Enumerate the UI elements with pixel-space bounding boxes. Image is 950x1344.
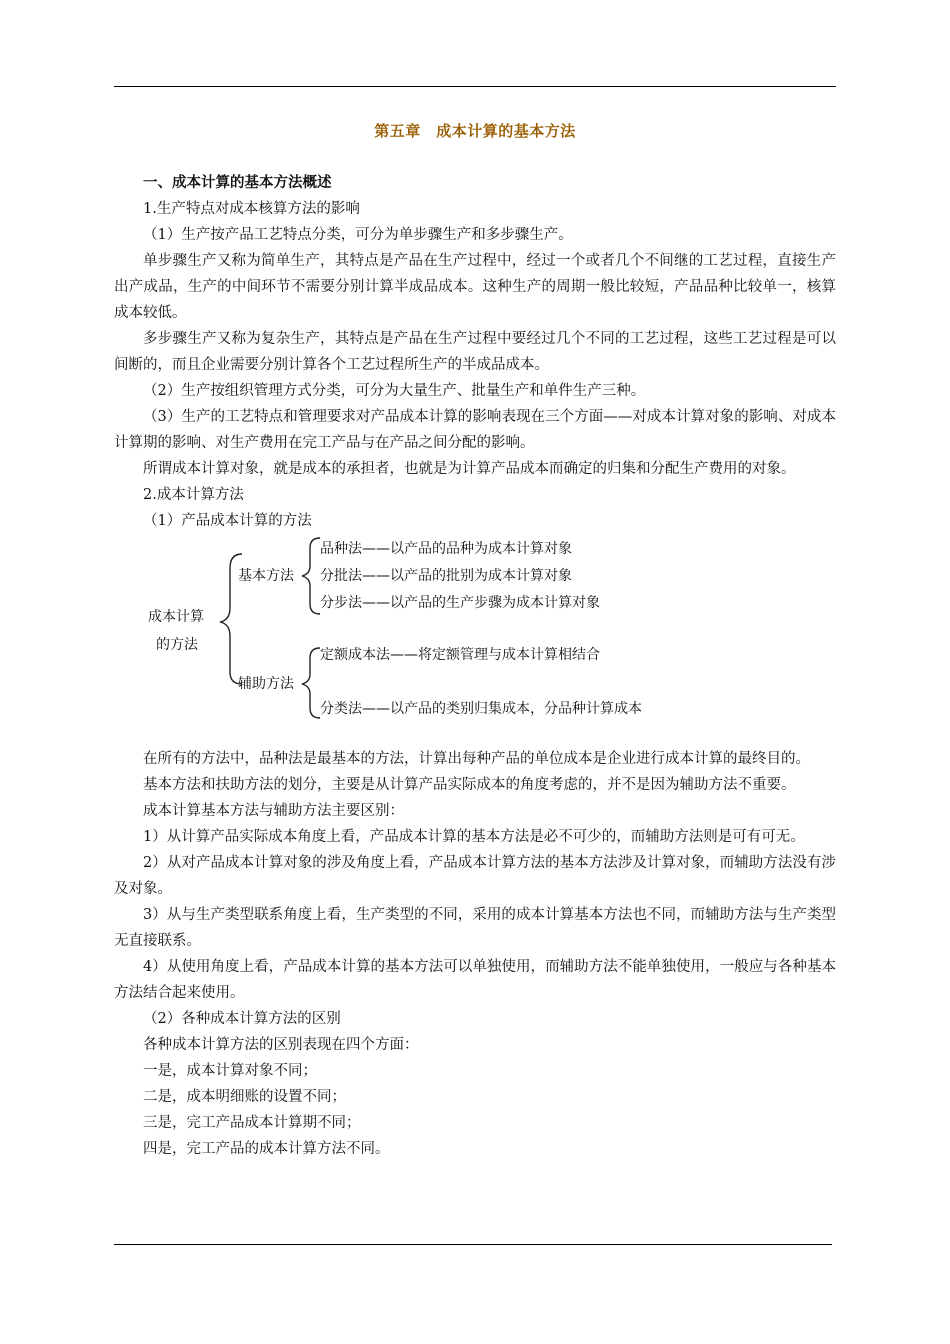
auxiliary-methods-label: 辅助方法: [238, 676, 294, 692]
basic-item-variety: 品种法——以产品的品种为成本计算对象: [320, 541, 572, 557]
basic-item-batch: 分批法——以产品的批别为成本计算对象: [320, 568, 572, 584]
aux-brace: [302, 648, 320, 718]
basic-brace: [302, 538, 320, 614]
paragraph: （1）生产按产品工艺特点分类，可分为单步骤生产和多步骤生产。: [143, 227, 573, 243]
section-heading: 一、成本计算的基本方法概述: [143, 174, 332, 191]
root-label-line2: 的方法: [156, 637, 198, 653]
paragraph: （2）各种成本计算方法的区别: [143, 1011, 341, 1027]
list-item: 二是，成本明细账的设置不同；: [143, 1089, 346, 1105]
paragraph: 单步骤生产又称为简单生产，其特点是产品在生产过程中，经过一个或者几个不间继的工艺过程，直接生产出产成品，生产的中间环节不需要分别计算半成品成本。这种生产的周期一般比较短，产品品种比较单一，核算成本较低。: [114, 253, 836, 321]
paragraph: 2）从对产品成本计算对象的涉及角度上看，产品成本计算方法的基本方法涉及计算对象，而辅助方法没有涉及对象。: [114, 855, 836, 897]
root-label-line1: 成本计算: [148, 609, 204, 625]
list-item: 一是，成本计算对象不同；: [143, 1063, 317, 1079]
header-rule: [114, 86, 836, 87]
paragraph: （1）产品成本计算的方法: [143, 513, 312, 529]
paragraph: 4）从使用角度上看，产品成本计算的基本方法可以单独使用，而辅助方法不能单独使用，一般应与各种基本方法结合起来使用。: [114, 959, 836, 1001]
paragraph: 各种成本计算方法的区别表现在四个方面：: [143, 1037, 419, 1053]
subheading-1: 1.生产特点对成本核算方法的影响: [143, 201, 360, 217]
basic-item-step: 分步法——以产品的生产步骤为成本计算对象: [320, 595, 600, 611]
aux-item-category: 分类法——以产品的类别归集成本，分品种计算成本: [320, 701, 642, 717]
paragraph: 1）从计算产品实际成本角度上看，产品成本计算的基本方法是必不可少的，而辅助方法则是可有可无。: [143, 829, 805, 845]
basic-methods-label: 基本方法: [238, 568, 294, 584]
list-item: 三是，完工产品成本计算期不同；: [143, 1115, 361, 1131]
paragraph: 3）从与生产类型联系角度上看，生产类型的不同，采用的成本计算基本方法也不同，而辅助方法与生产类型无直接联系。: [114, 907, 836, 949]
paragraph: 在所有的方法中，品种法是最基本的方法，计算出每种产品的单位成本是企业进行成本计算的最终目的。: [143, 751, 810, 767]
list-item: 四是，完工产品的成本计算方法不同。: [143, 1141, 390, 1157]
footer-rule: [114, 1244, 832, 1245]
paragraph: 多步骤生产又称为复杂生产，其特点是产品在生产过程中要经过几个不同的工艺过程，这些工艺过程是可以间断的，而且企业需要分别计算各个工艺过程所生产的半成品成本。: [114, 331, 836, 373]
aux-item-quota: 定额成本法——将定额管理与成本计算相结合: [320, 647, 600, 663]
paragraph: （3）生产的工艺特点和管理要求对产品成本计算的影响表现在三个方面——对成本计算对象的影响、对成本计算期的影响、对生产费用在完工产品与在产品之间分配的影响。: [114, 409, 836, 451]
paragraph: 成本计算基本方法与辅助方法主要区别：: [143, 803, 404, 819]
cost-method-diagram: [114, 536, 836, 742]
document-body: [114, 170, 836, 1162]
paragraph: 基本方法和扶助方法的划分，主要是从计算产品实际成本的角度考虑的，并不是因为辅助方法不重要。: [143, 777, 796, 793]
chapter-title: 第五章 成本计算的基本方法: [374, 122, 576, 140]
paragraph: 所谓成本计算对象，就是成本的承担者，也就是为计算产品成本而确定的归集和分配生产费用的对象。: [143, 461, 796, 477]
subheading-2: 2.成本计算方法: [143, 487, 244, 503]
paragraph: （2）生产按组织管理方式分类，可分为大量生产、批量生产和单件生产三种。: [143, 383, 646, 399]
